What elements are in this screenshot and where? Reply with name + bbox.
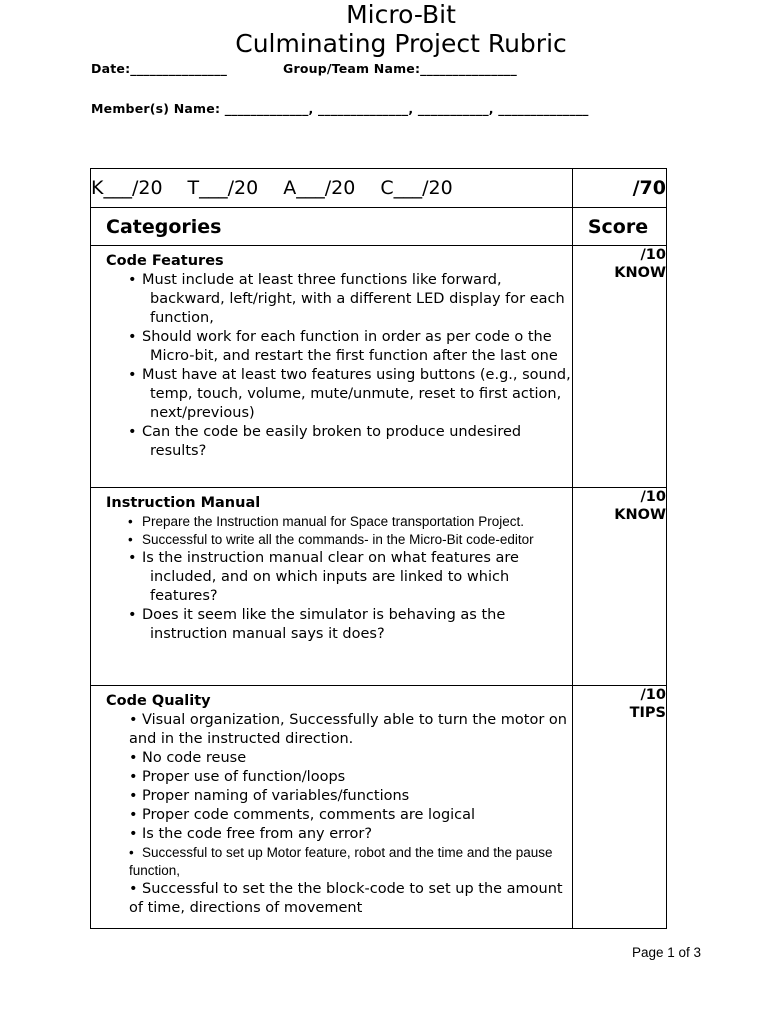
list-item: • Successful to write all the commands- in the Micro-Bit code-editor	[91, 531, 572, 549]
members-name-field: Member(s) Name: _____________, ______________, ___________, ______________	[91, 101, 589, 116]
knowledge-mark: K___/20	[91, 177, 163, 199]
group-name-field: Group/Team Name:_______________	[283, 61, 517, 76]
list-item: • Successful to set the the block-code to set up the amount of time, directions of movement	[91, 880, 572, 918]
application-mark: A___/20	[283, 177, 356, 199]
document-subtitle: Culminating Project Rubric	[235, 29, 567, 58]
list-item: • Does it seem like the simulator is behaving as the instruction manual says it does?	[91, 606, 572, 644]
total-mark: /70	[572, 169, 666, 208]
score-value: /10	[640, 489, 666, 505]
list-item: • Can the code be easily broken to produce undesired results?	[91, 423, 572, 461]
list-item: • Is the code free from any error?	[91, 825, 572, 844]
score-category: KNOW	[614, 507, 666, 523]
list-item: • Visual organization, Successfully able to turn the motor on and in the instructed direction.	[91, 711, 572, 749]
section-row-code-features	[91, 246, 667, 488]
list-item: • Proper code comments, comments are logical	[91, 806, 572, 825]
section-score	[572, 686, 666, 929]
section-score	[572, 488, 666, 686]
section-content	[91, 686, 573, 929]
section-row-instruction-manual	[91, 488, 667, 686]
section-title: Code Quality	[106, 693, 211, 709]
section-content	[91, 488, 573, 686]
list-item: • Must include at least three functions like forward, backward, left/right, with a different LED display for each function,	[91, 271, 572, 328]
date-field: Date:_______________	[91, 61, 228, 76]
section-row-code-quality	[91, 686, 667, 929]
document-title: Micro-Bit	[346, 0, 456, 29]
list-item: • Should work for each function in order as per code o the Micro-bit, and restart the first function after the last one	[91, 328, 572, 366]
section-content	[91, 246, 573, 488]
score-category: TIPS	[629, 705, 666, 721]
score-value: /10	[640, 247, 666, 263]
score-value: /10	[640, 687, 666, 703]
score-header: Score	[572, 208, 666, 246]
column-header-row	[91, 208, 667, 246]
list-item: • Must have at least two features using buttons (e.g., sound, temp, touch, volume, mute/unmute, reset to first action, next/previous)	[91, 366, 572, 423]
thinking-mark: T___/20	[187, 177, 259, 199]
section-score	[572, 246, 666, 488]
marks-row	[91, 169, 667, 208]
rubric-table	[90, 168, 667, 929]
list-item: • Proper use of function/loops	[91, 768, 572, 787]
score-category: KNOW	[614, 265, 666, 281]
page-indicator: Page 1 of 3	[632, 945, 702, 960]
marks-cell	[91, 169, 573, 208]
section-title: Code Features	[106, 253, 224, 269]
list-item: • Proper naming of variables/functions	[91, 787, 572, 806]
communication-mark: C___/20	[380, 177, 453, 199]
section-title: Instruction Manual	[106, 495, 261, 511]
list-item: • Prepare the Instruction manual for Space transportation Project.	[91, 513, 572, 531]
list-item: • No code reuse	[91, 749, 572, 768]
list-item: • Is the instruction manual clear on what features are included, and on which inputs are linked to which features?	[91, 549, 572, 606]
list-item: • Successful to set up Motor feature, robot and the time and the pause function,	[91, 844, 572, 880]
categories-header: Categories	[91, 208, 573, 246]
